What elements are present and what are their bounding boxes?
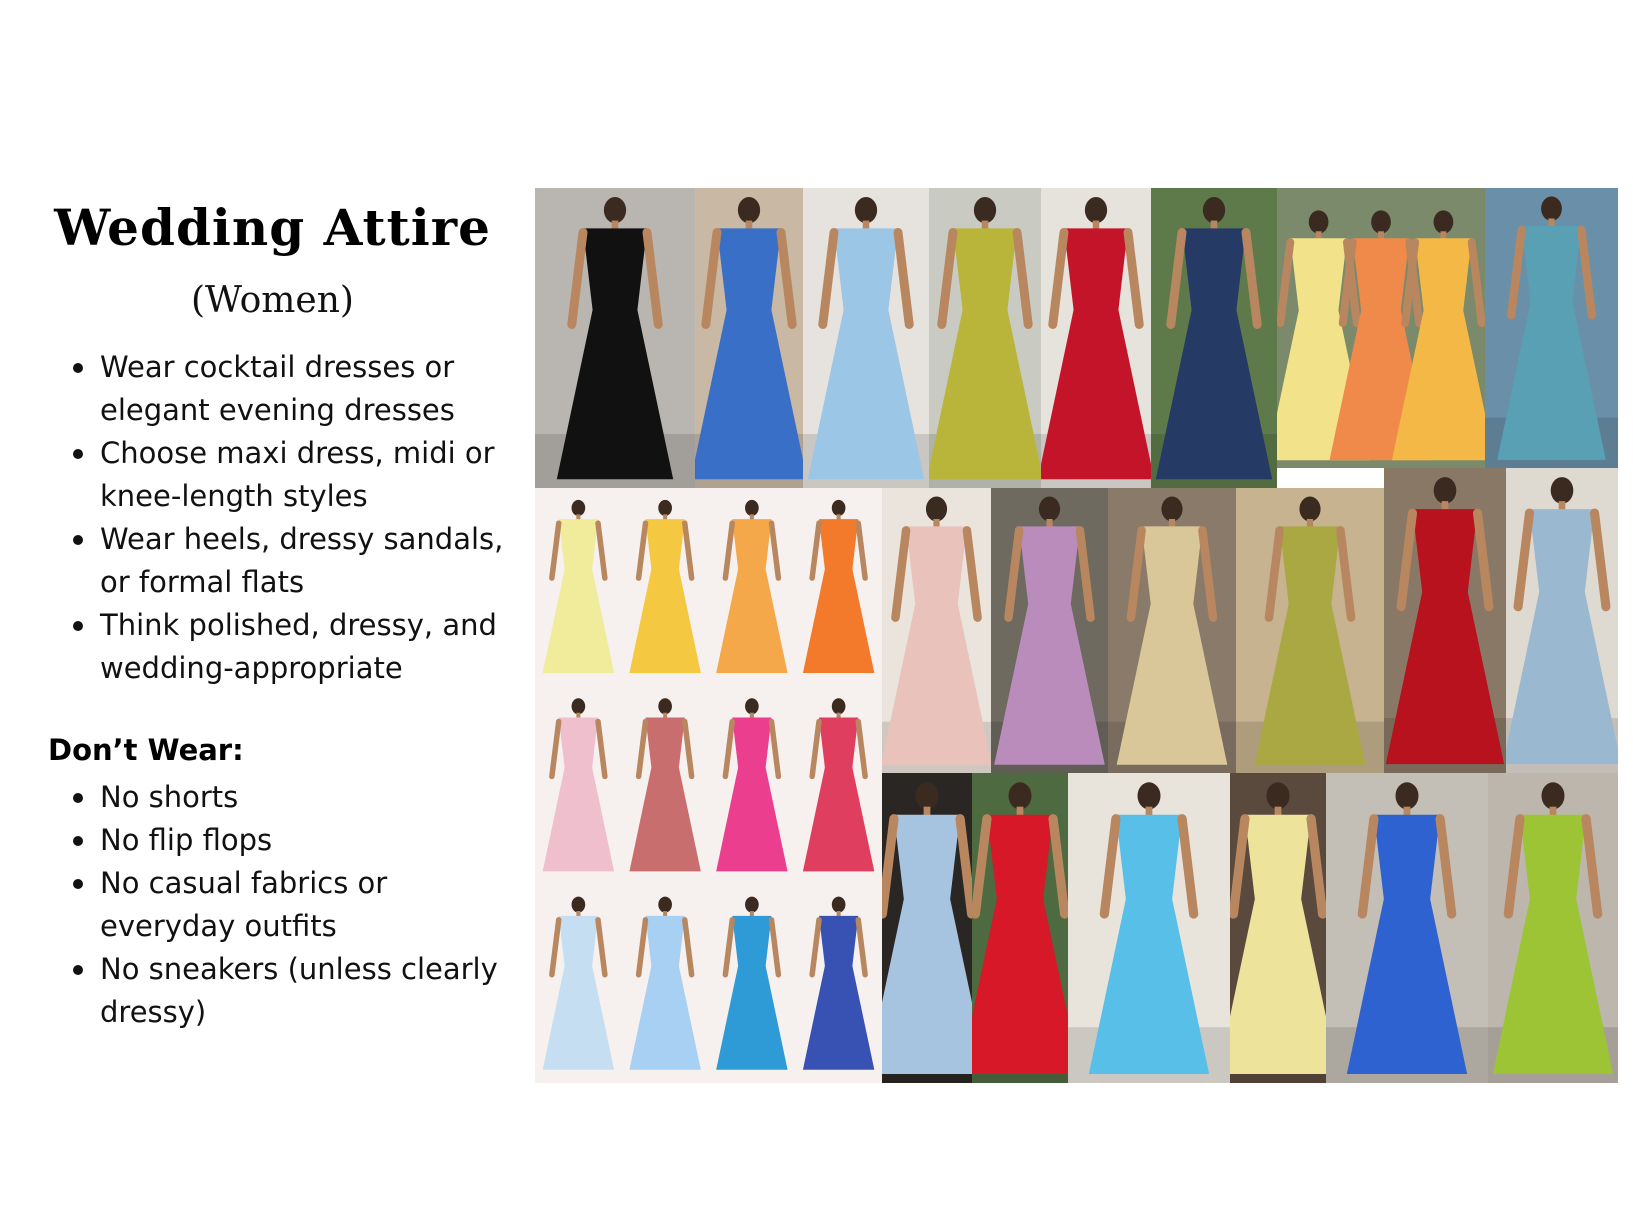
photo-red-drop-waist-dress bbox=[1041, 188, 1151, 488]
photo-blush-wrap-maxi-dress bbox=[882, 488, 991, 773]
do-item: Choose maxi dress, midi or knee-length styles bbox=[58, 432, 528, 518]
photo-butter-yellow-slip bbox=[1230, 773, 1326, 1083]
photo-blue-floral-tiered-dress bbox=[695, 188, 803, 488]
photo-navy-off-shoulder-dress bbox=[1151, 188, 1277, 488]
photo-lime-pleated-gown bbox=[1488, 773, 1618, 1083]
do-list bbox=[58, 346, 528, 690]
photo-sky-blue-draped-dress bbox=[882, 773, 972, 1083]
dont-item: No shorts bbox=[58, 776, 528, 819]
photo-blue-grecian-dress bbox=[1506, 468, 1618, 773]
dress-collage bbox=[535, 188, 1618, 1083]
do-item: Wear cocktail dresses or elegant evening dresses bbox=[58, 346, 528, 432]
photo-teal-kaftan-dress bbox=[1485, 188, 1618, 468]
dont-item: No sneakers (unless clearly dressy) bbox=[58, 948, 528, 1034]
photo-light-blue-pleated-dress bbox=[803, 188, 929, 488]
photo-group-pastel-dresses bbox=[1277, 188, 1485, 468]
dont-heading: Don’t Wear: bbox=[48, 733, 244, 767]
photo-lilac-draped-dress bbox=[991, 488, 1108, 773]
text-panel bbox=[0, 0, 535, 1226]
do-item: Think polished, dressy, and wedding-appropriate bbox=[58, 604, 528, 690]
dont-item: No casual fabrics or everyday outfits bbox=[58, 862, 528, 948]
page-subtitle: (Women) bbox=[191, 280, 354, 321]
photo-turquoise-halter-maxi bbox=[1068, 773, 1230, 1083]
photo-chartreuse-satin-dress bbox=[929, 188, 1041, 488]
photo-black-strapless-jumpsuit bbox=[535, 188, 695, 488]
do-item: Wear heels, dressy sandals, or formal flats bbox=[58, 518, 528, 604]
photo-olive-plisse-dress bbox=[1236, 488, 1384, 773]
photo-red-ruffle-gown bbox=[972, 773, 1068, 1083]
photo-catalog-grid bbox=[535, 488, 882, 1083]
photo-cobalt-chiffon-dress bbox=[1326, 773, 1488, 1083]
page-title: Wedding Attire bbox=[54, 198, 491, 257]
dont-item: No flip flops bbox=[58, 819, 528, 862]
dont-list bbox=[58, 776, 528, 1034]
photo-floral-slip-dress bbox=[1108, 488, 1236, 773]
photo-red-ruched-dress bbox=[1384, 468, 1506, 773]
